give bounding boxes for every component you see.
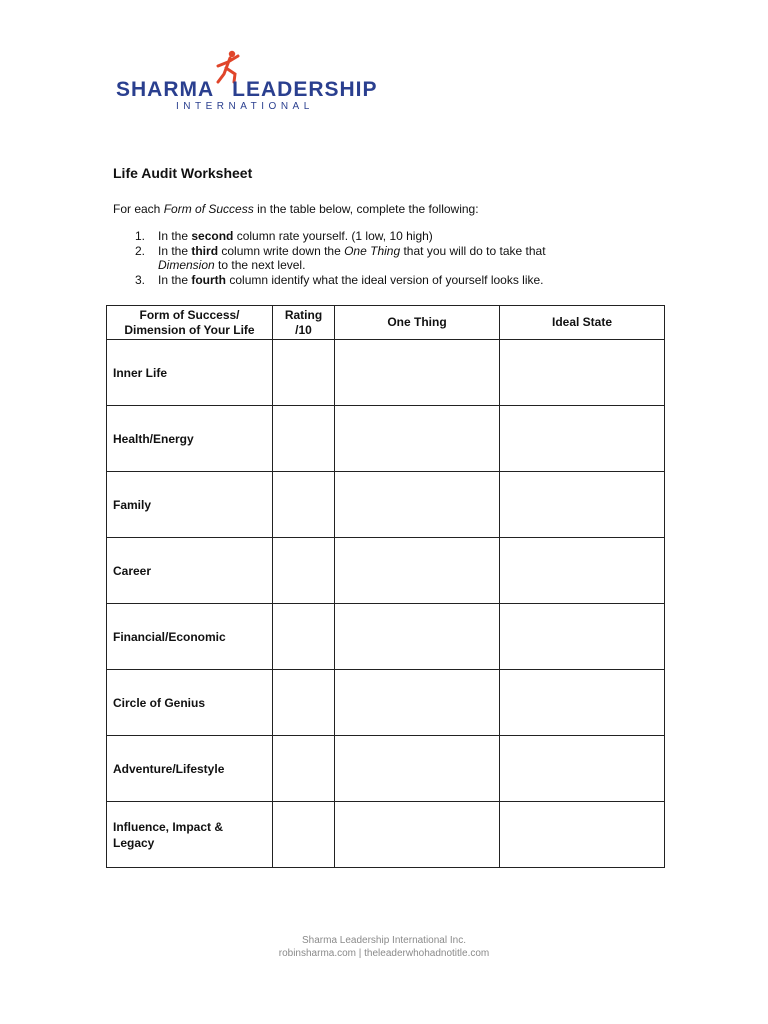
header-one-thing: One Thing	[335, 306, 500, 340]
row-label: Financial/Economic	[107, 604, 273, 670]
one-thing-cell[interactable]	[335, 604, 500, 670]
footer-links: robinsharma.com | theleaderwhohadnotitle.com	[278, 948, 490, 959]
one-thing-cell[interactable]	[335, 670, 500, 736]
page-footer	[0, 934, 768, 960]
table-row	[107, 604, 665, 670]
rating-cell[interactable]	[273, 472, 335, 538]
one-thing-cell[interactable]	[335, 736, 500, 802]
one-thing-cell[interactable]	[335, 472, 500, 538]
ideal-state-cell[interactable]	[500, 802, 665, 868]
logo-brand-left: SHARMA	[116, 78, 215, 101]
one-thing-cell[interactable]	[335, 406, 500, 472]
rating-cell[interactable]	[273, 406, 335, 472]
ideal-state-cell[interactable]	[500, 736, 665, 802]
header-ideal-state: Ideal State	[500, 306, 665, 340]
table-row	[107, 736, 665, 802]
intro-suffix: in the table below, complete the following:	[253, 202, 479, 216]
rating-cell[interactable]	[273, 340, 335, 406]
table-header-row	[107, 306, 665, 340]
step-text: In the second column rate yourself. (1 low, 10 high)	[158, 229, 433, 243]
intro-text	[113, 202, 479, 216]
table-row	[107, 538, 665, 604]
row-label: Career	[107, 538, 273, 604]
instruction-list	[113, 229, 628, 287]
header-rating: Rating /10	[273, 306, 335, 340]
row-label: Circle of Genius	[107, 670, 273, 736]
table-row	[107, 406, 665, 472]
logo-brand-right: LEADERSHIP	[232, 78, 378, 101]
one-thing-cell[interactable]	[335, 538, 500, 604]
ideal-state-cell[interactable]	[500, 670, 665, 736]
ideal-state-cell[interactable]	[500, 604, 665, 670]
step-text: In the third column write down the One Thing that you will do to take that Dimension to the next level.	[158, 243, 546, 272]
one-thing-cell[interactable]	[335, 802, 500, 868]
one-thing-cell[interactable]	[335, 340, 500, 406]
ideal-state-cell[interactable]	[500, 538, 665, 604]
row-label: Health/Energy	[107, 406, 273, 472]
row-label: Influence, Impact & Legacy	[107, 802, 273, 868]
rating-cell[interactable]	[273, 538, 335, 604]
ideal-state-cell[interactable]	[500, 340, 665, 406]
table-row	[107, 670, 665, 736]
rating-cell[interactable]	[273, 802, 335, 868]
rating-cell[interactable]	[273, 604, 335, 670]
row-label: Inner Life	[107, 340, 273, 406]
row-label: Family	[107, 472, 273, 538]
ideal-state-cell[interactable]	[500, 406, 665, 472]
instruction-step	[113, 273, 628, 288]
step-number: 3.	[135, 272, 146, 287]
table-row	[107, 472, 665, 538]
step-number: 1.	[135, 229, 146, 243]
logo-subtitle: INTERNATIONAL	[176, 101, 314, 112]
rating-cell[interactable]	[273, 736, 335, 802]
row-label: Adventure/Lifestyle	[107, 736, 273, 802]
logo-wordmark	[116, 78, 378, 102]
intro-prefix: For each	[113, 202, 164, 216]
table-row	[107, 802, 665, 868]
instruction-step	[113, 229, 628, 244]
header-form-of-success: Form of Success/ Dimension of Your Life	[107, 306, 273, 340]
table-row	[107, 340, 665, 406]
ideal-state-cell[interactable]	[500, 472, 665, 538]
instruction-step	[113, 244, 628, 273]
rating-cell[interactable]	[273, 670, 335, 736]
step-text: In the fourth column identify what the ideal version of yourself looks like.	[158, 272, 544, 287]
company-logo	[116, 48, 376, 118]
page-title: Life Audit Worksheet	[113, 165, 253, 181]
footer-company: Sharma Leadership International Inc.	[302, 935, 466, 946]
step-number: 2.	[135, 243, 146, 258]
intro-emphasis: Form of Success	[163, 202, 254, 216]
life-audit-table	[106, 305, 665, 868]
